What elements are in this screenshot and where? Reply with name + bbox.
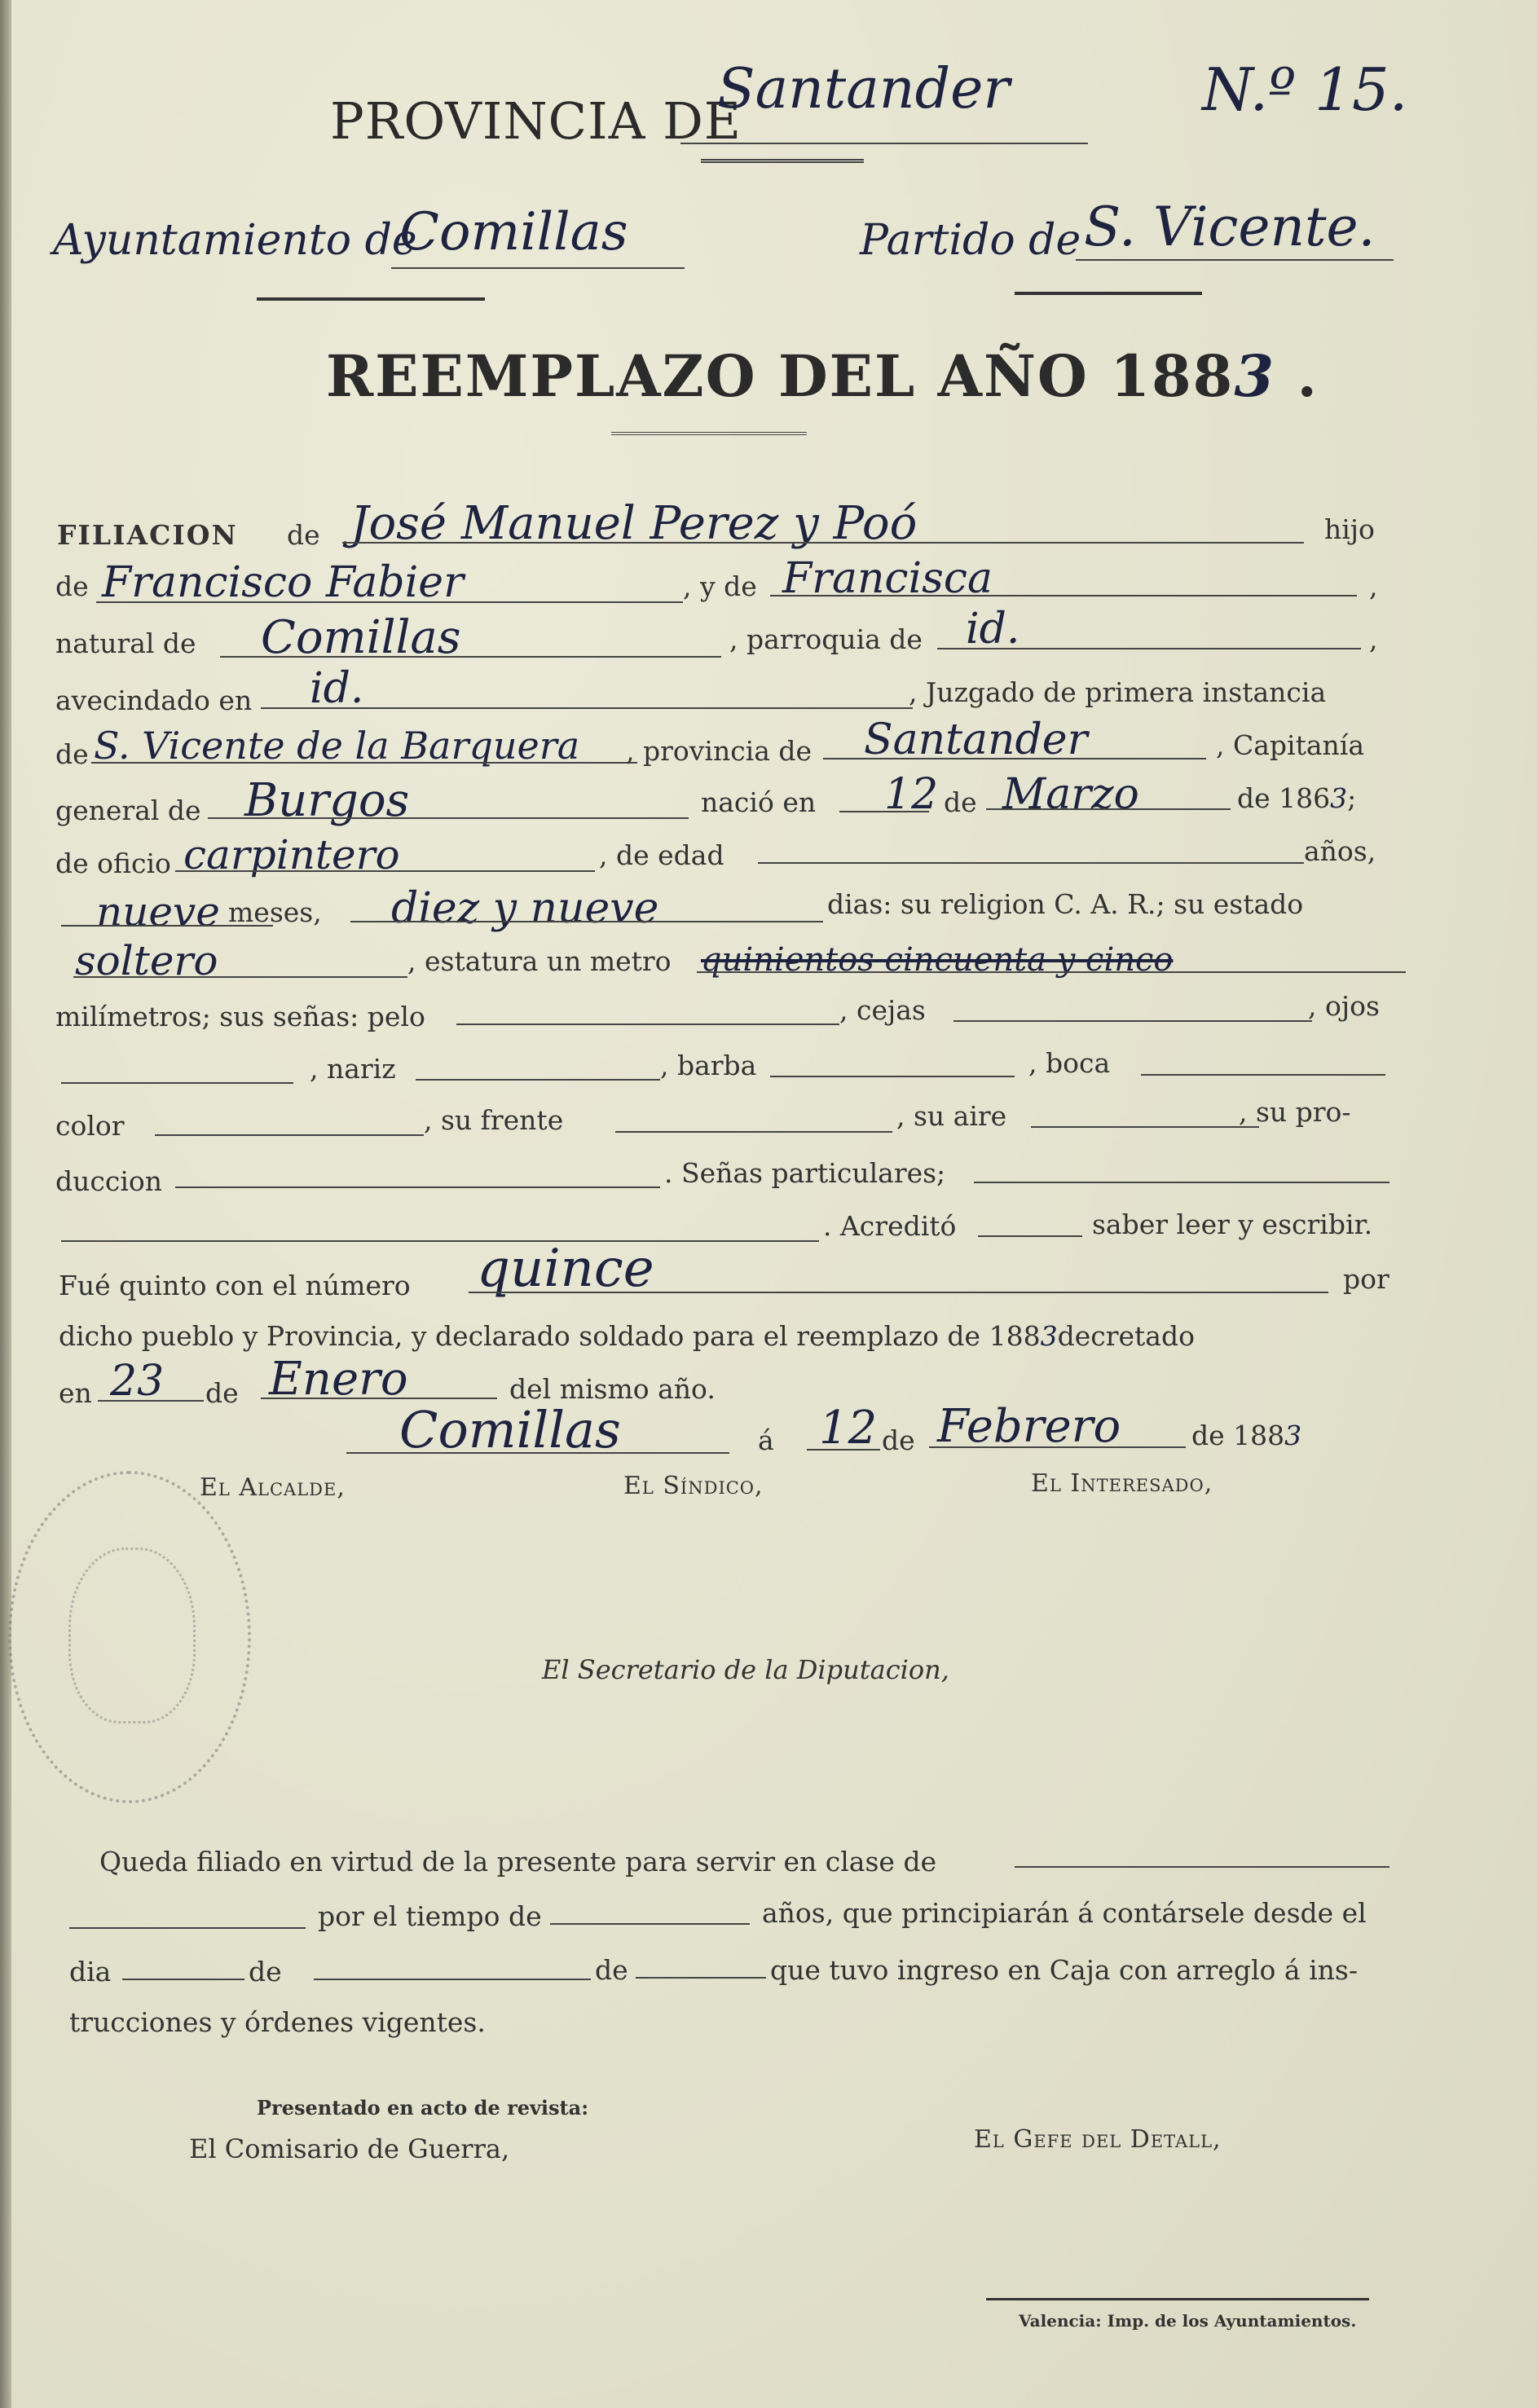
ingreso-label: que tuvo ingreso en Caja con arreglo á ins- [770, 1954, 1358, 1986]
provincia-nac-underline [823, 758, 1206, 759]
acredito-label: . Acreditó [823, 1210, 957, 1242]
sindico-label: El Síndico, [623, 1472, 764, 1500]
estatura-underline [697, 971, 1406, 973]
senas-underline [974, 1182, 1389, 1183]
decreto-dia-value: 23 [110, 1357, 165, 1406]
de-queda-1: de [249, 1956, 282, 1988]
general-underline [208, 817, 689, 819]
boca-label: , boca [1028, 1047, 1111, 1079]
por-tiempo-label: por el tiempo de [318, 1900, 542, 1932]
comisario-label: El Comisario de Guerra, [189, 2133, 510, 2164]
madre-underline [770, 595, 1357, 596]
estatura-value-struck: quinientos cincuenta y cinco [701, 941, 1174, 979]
pro-label: , su pro- [1239, 1096, 1351, 1128]
dias-value: diez y nueve [391, 884, 659, 933]
provincia-label: PROVINCIA DE [330, 91, 742, 151]
decreto-mes-value: Enero [269, 1353, 408, 1406]
aire-label: , su aire [896, 1100, 1007, 1132]
interesado-label: El Interesado, [1031, 1469, 1213, 1498]
de-padre-label: de [55, 570, 89, 602]
y-de-label: , y de [683, 570, 757, 602]
partido-rule [1015, 292, 1202, 295]
official-seal-inner [68, 1547, 196, 1723]
meses-underline [61, 925, 273, 927]
de-firma-label: de [882, 1424, 915, 1456]
dia-underline [122, 1979, 244, 1980]
dias-underline [350, 921, 823, 922]
frente-underline [615, 1131, 892, 1133]
natural-label: natural de [55, 627, 196, 659]
estado-value: soltero [75, 937, 218, 984]
nariz-label: , nariz [310, 1053, 396, 1085]
mismo-ano-label: del mismo año. [509, 1373, 716, 1405]
padre-value: Francisco Fabier [102, 558, 464, 607]
de-label: de [287, 519, 320, 551]
oficio-label: de oficio [55, 847, 171, 879]
reemplazo-year-digit: 3 [1234, 342, 1276, 410]
acredito-underline [978, 1235, 1082, 1237]
gefe-label: El Gefe del Detall, [974, 2125, 1222, 2154]
firma-mes-underline [929, 1446, 1186, 1448]
mes-nac-underline [986, 808, 1231, 810]
provincia-value: Santander [717, 57, 1010, 121]
decreto-dia-underline [98, 1400, 204, 1402]
meses-label: meses, [228, 896, 322, 928]
provincia-ornament [701, 159, 864, 163]
reemplazo-digit: 3 [1040, 1320, 1058, 1352]
juzgado-underline [91, 762, 637, 764]
general-label: general de [55, 795, 201, 826]
hijo-label: hijo [1324, 513, 1375, 545]
avecindado-label: avecindado en [55, 685, 253, 716]
comma-2: , [1369, 623, 1378, 655]
frente-label: , su frente [424, 1104, 564, 1136]
filiacion-label: FILIACION [57, 519, 238, 551]
por-label: por [1343, 1263, 1389, 1295]
firma-year: de 1883 [1191, 1420, 1302, 1451]
alcalde-label: El Alcalde, [200, 1473, 346, 1502]
ojos-label: , ojos [1308, 990, 1380, 1022]
trucciones-label: trucciones y órdenes vigentes. [69, 2006, 486, 2038]
partido-label: Partido de [860, 216, 1081, 265]
reemplazo-ornament [611, 432, 807, 435]
anos-label: años, [1304, 835, 1376, 867]
numero-quinto-underline [469, 1292, 1328, 1293]
general-value: Burgos [244, 774, 410, 827]
partido-value: S. Vicente. [1084, 196, 1376, 258]
saber-leer-label: saber leer y escribir. [1092, 1208, 1373, 1240]
cejas-label: , cejas [839, 994, 926, 1026]
mes-underline [314, 1979, 591, 1980]
senas-label: . Señas particulares; [664, 1157, 946, 1189]
queda-underline-1 [69, 1927, 306, 1929]
oficio-value: carpintero [183, 831, 400, 878]
de-juzgado-label: de [55, 738, 89, 770]
ayuntamiento-underline [391, 267, 685, 269]
parroquia-value: id. [966, 605, 1020, 654]
nombre-underline [342, 542, 1304, 544]
estatura-label: , estatura un metro [407, 945, 672, 977]
provincia-underline [680, 143, 1088, 144]
queda-line-1: Queda filiado en virtud de la presente para servir en clase de [99, 1846, 937, 1878]
presentado-label: Presentado en acto de revista: [257, 2096, 589, 2120]
avecindado-value: id. [310, 664, 364, 713]
firma-dia-value: 12 [819, 1402, 878, 1455]
lugar-firma-value: Comillas [399, 1400, 621, 1459]
partido-underline [1076, 259, 1394, 261]
de-queda-2: de [595, 1954, 628, 1986]
anos-que-label: años, que principiarán á contársele desde el [762, 1897, 1367, 1929]
imprenta-rule [986, 2298, 1369, 2300]
parroquia-label: , parroquia de [729, 623, 923, 655]
barba-underline [770, 1076, 1015, 1077]
secretario-label: El Secretario de la Diputacion, [542, 1654, 949, 1685]
book-spine [0, 0, 11, 2408]
dicho-pueblo: dicho pueblo y Provincia, y declarado soldado para el reemplazo de 1883decretado [59, 1320, 1195, 1352]
clase-underline [1015, 1866, 1389, 1868]
parroquia-underline [937, 648, 1361, 649]
senas-underline-2 [61, 1240, 819, 1242]
de-mes-label: de [944, 786, 977, 818]
mes-nac-value: Marzo [1002, 770, 1139, 819]
nacio-label: nació en [701, 786, 817, 818]
religion-label: dias: su religion C. A. R.; su estado [827, 888, 1304, 920]
padre-underline [96, 601, 683, 603]
barba-label: , barba [660, 1050, 757, 1081]
reemplazo-title: REEMPLAZO DEL AÑO 1883 . [326, 342, 1319, 410]
provincia-nac-value: Santander [864, 715, 1088, 764]
produccion-label: duccion [55, 1165, 163, 1197]
decreto-mes-underline [261, 1398, 497, 1399]
dia-nac-underline [839, 811, 929, 812]
firma-mes-value: Febrero [937, 1400, 1121, 1453]
color-label: color [55, 1110, 125, 1142]
a-label: á [758, 1424, 774, 1456]
cejas-underline [953, 1020, 1312, 1022]
natural-value: Comillas [261, 611, 461, 664]
pelo-underline [456, 1024, 839, 1025]
juzgado-value: S. Vicente de la Barquera [94, 724, 580, 768]
madre-value: Francisca [782, 554, 993, 603]
firma-dia-underline [807, 1449, 880, 1451]
year-underline [636, 1977, 766, 1979]
milimetros-label: milímetros; sus señas: pelo [55, 1001, 425, 1032]
imprenta-label: Valencia: Imp. de los Ayuntamientos. [1019, 2311, 1357, 2331]
natural-underline [220, 656, 721, 658]
official-seal [8, 1471, 251, 1803]
en-label: en [59, 1377, 92, 1409]
edad-label: , de edad [599, 839, 724, 871]
estado-underline [73, 976, 407, 978]
dia-nac-value: 12 [884, 770, 939, 819]
produccion-underline [175, 1186, 660, 1188]
year-nac: de 1863; [1237, 782, 1357, 814]
year-nac-digit: 3 [1330, 782, 1348, 814]
ayuntamiento-rule [257, 297, 485, 301]
oficio-underline [175, 870, 595, 872]
dia-label: dia [69, 1956, 112, 1988]
boca-underline [1141, 1074, 1385, 1076]
ayuntamiento-value: Comillas [399, 202, 628, 262]
numero-registro: N.º 15. [1202, 55, 1408, 124]
comma: , [1369, 570, 1378, 602]
fue-quinto-label: Fué quinto con el número [59, 1270, 411, 1301]
meses-value: nueve [96, 888, 220, 935]
ojos-underline [61, 1082, 293, 1084]
color-underline [155, 1134, 424, 1136]
numero-quinto-value: quince [477, 1239, 654, 1299]
firma-year-digit: 3 [1284, 1420, 1302, 1451]
nombre-value: José Manuel Perez y Poó [350, 497, 918, 550]
aire-underline [1031, 1126, 1259, 1128]
ayuntamiento-label: Ayuntamiento de [53, 216, 417, 265]
lugar-firma-underline [346, 1452, 729, 1454]
capitania-label: , Capitanía [1216, 729, 1364, 761]
avecindado-underline [261, 707, 913, 709]
tiempo-underline [550, 1923, 750, 1925]
edad-underline [758, 862, 1304, 864]
nariz-underline [416, 1079, 660, 1081]
provincia-de-label: , provincia de [626, 735, 813, 767]
de-decreto-label: de [205, 1377, 239, 1409]
juzgado-label: , Juzgado de primera instancia [909, 676, 1327, 708]
